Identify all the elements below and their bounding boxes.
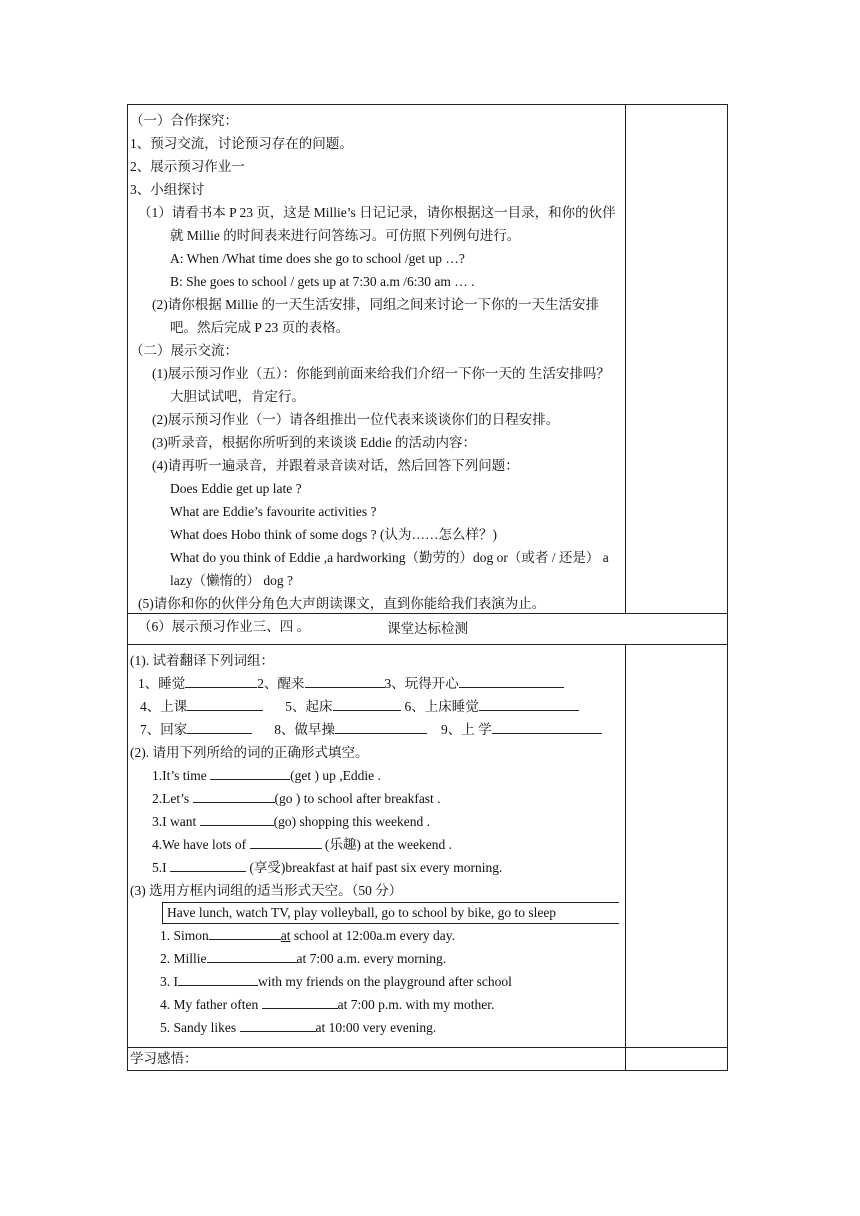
t1-item-7: 7、回家 — [140, 722, 188, 737]
example-a: A: When /What time does she go to school /get up …? — [170, 251, 465, 266]
t3-heading: (3) 选用方框内词组的适当形式天空。（50 分） — [130, 883, 403, 898]
phrase-box: Have lunch, watch TV, play volleyball, go to school by bike, go to sleep — [162, 902, 619, 924]
answer-blank[interactable] — [187, 696, 263, 711]
t1-item-4: 4、上课 — [140, 699, 188, 714]
question-2: What are Eddie’s favourite activities ? — [170, 504, 377, 519]
reflection-row — [128, 1048, 728, 1071]
answer-blank[interactable] — [210, 765, 290, 780]
t3-item: 4. My father often at 7:00 p.m. with my mother. — [130, 993, 621, 1016]
answer-blank[interactable] — [187, 719, 252, 734]
sec2-step-1: (1)展示预习作业（五）：你能到前面来给我们介绍一下你一天的 生活安排吗？大胆试试吧，肯定行。 — [152, 366, 610, 404]
t2-item: 1.It’s time (get ) up ,Eddie . — [130, 764, 621, 787]
t1-item-8: 8、做早操 — [274, 722, 335, 737]
test-cell — [128, 645, 626, 1048]
answer-blank[interactable] — [250, 834, 322, 849]
notes-cell-1 — [625, 105, 727, 614]
t3-item: 1. Simon at school at 12:00a.m every day. — [130, 924, 621, 947]
answer-blank[interactable] — [193, 788, 275, 803]
sec1-item-3: 3、小组探讨 — [130, 182, 205, 197]
sec2-step-3: (3)听录音，根据你所听到的来谈谈 Eddie 的活动内容： — [152, 435, 476, 450]
answer-blank[interactable] — [185, 673, 257, 688]
t1-row-1 — [130, 672, 621, 695]
sec1-item-2: 2、展示预习作业一 — [130, 159, 245, 174]
notes-cell-3 — [625, 1048, 727, 1071]
t1-row-2 — [130, 695, 621, 718]
t3-item: 3. I with my friends on the playground after school — [130, 970, 621, 993]
inquiry-row — [128, 105, 728, 614]
answer-blank[interactable] — [333, 696, 401, 711]
sec1-para-2: (2)请你根据 Millie 的一天生活安排，同组之间来讨论一下你的一天生活安排吧。然后完成 P 23 页的表格。 — [152, 297, 599, 335]
t2-heading: (2). 请用下列所给的词的正确形式填空。 — [130, 745, 369, 760]
answer-blank[interactable] — [170, 857, 246, 872]
sec2-step-4: (4)请再听一遍录音，并跟着录音读对话，然后回答下列问题： — [152, 458, 519, 473]
t2-item: 2.Let’s (go ) to school after breakfast . — [130, 787, 621, 810]
example-b: B: She goes to school / gets up at 7:30 a.m /6:30 am … . — [170, 274, 475, 289]
sec2-step-6: （6）展示预习作业三、四 。 — [138, 619, 311, 634]
notes-cell-2 — [625, 645, 727, 1048]
sec1-heading: （一）合作探究： — [130, 113, 238, 128]
answer-blank[interactable] — [335, 719, 427, 734]
answer-blank[interactable] — [178, 971, 258, 986]
sec1-item-1: 1、预习交流，讨论预习存在的问题。 — [130, 136, 353, 151]
answer-blank[interactable] — [240, 1017, 316, 1032]
answer-blank[interactable] — [479, 696, 579, 711]
test-row — [128, 645, 728, 1048]
t3-item: 2. Millie at 7:00 a.m. every morning. — [130, 947, 621, 970]
t1-item-1: 1、睡觉 — [138, 676, 186, 691]
question-3: What does Hobo think of some dogs ? (认为……怎么样？) — [170, 527, 497, 542]
t3-item: 5. Sandy likes at 10:00 very evening. — [130, 1016, 621, 1039]
t1-item-2: 2、醒来 — [257, 676, 305, 691]
reflection-cell[interactable] — [128, 1048, 626, 1071]
answer-blank[interactable] — [305, 673, 385, 688]
answer-blank[interactable] — [262, 994, 338, 1009]
sec2-heading: （二）展示交流： — [130, 343, 238, 358]
t1-item-5: 5、起床 — [285, 699, 333, 714]
reflection-label: 学习感悟： — [130, 1051, 198, 1066]
section-title: 课堂达标检测 — [128, 614, 728, 645]
t2-item: 4.We have lots of (乐趣) at the weekend . — [130, 833, 621, 856]
answer-blank[interactable] — [200, 811, 274, 826]
lesson-table — [127, 104, 728, 1071]
t1-item-3: 3、玩得开心 — [384, 676, 459, 691]
sec2-step-5: (5)请你和你的伙伴分角色大声朗读课文，直到你能给我们表演为止。 — [138, 596, 546, 611]
t2-item: 3.I want (go) shopping this weekend . — [130, 810, 621, 833]
t1-item-6: 6、上床睡觉 — [404, 699, 479, 714]
sec1-para-1: （1）请看书本 P 23 页，这是 Millie’s 日记记录，请你根据这一目录，和你的伙伴就 Millie 的时间表来进行问答练习。可仿照下列例句进行。 — [138, 205, 616, 243]
t3-box-wrap — [130, 902, 621, 924]
t1-row-3 — [130, 718, 621, 741]
t1-heading: (1). 试着翻译下列词组： — [130, 653, 274, 668]
answer-blank[interactable] — [209, 925, 281, 940]
answer-blank[interactable] — [492, 719, 602, 734]
t1-item-9: 9、上 学 — [441, 722, 492, 737]
question-4: What do you think of Eddie ,a hardworking（勤劳的）dog or（或者 / 还是） a lazy（懒惰的） dog ? — [170, 550, 609, 588]
t2-item: 5.I (享受)breakfast at haif past six every morning. — [130, 856, 621, 879]
question-1: Does Eddie get up late ? — [170, 481, 302, 496]
sec2-step-2: (2)展示预习作业（一）请各组推出一位代表来谈谈你们的日程安排。 — [152, 412, 560, 427]
answer-blank[interactable] — [207, 948, 297, 963]
answer-blank[interactable] — [459, 673, 564, 688]
